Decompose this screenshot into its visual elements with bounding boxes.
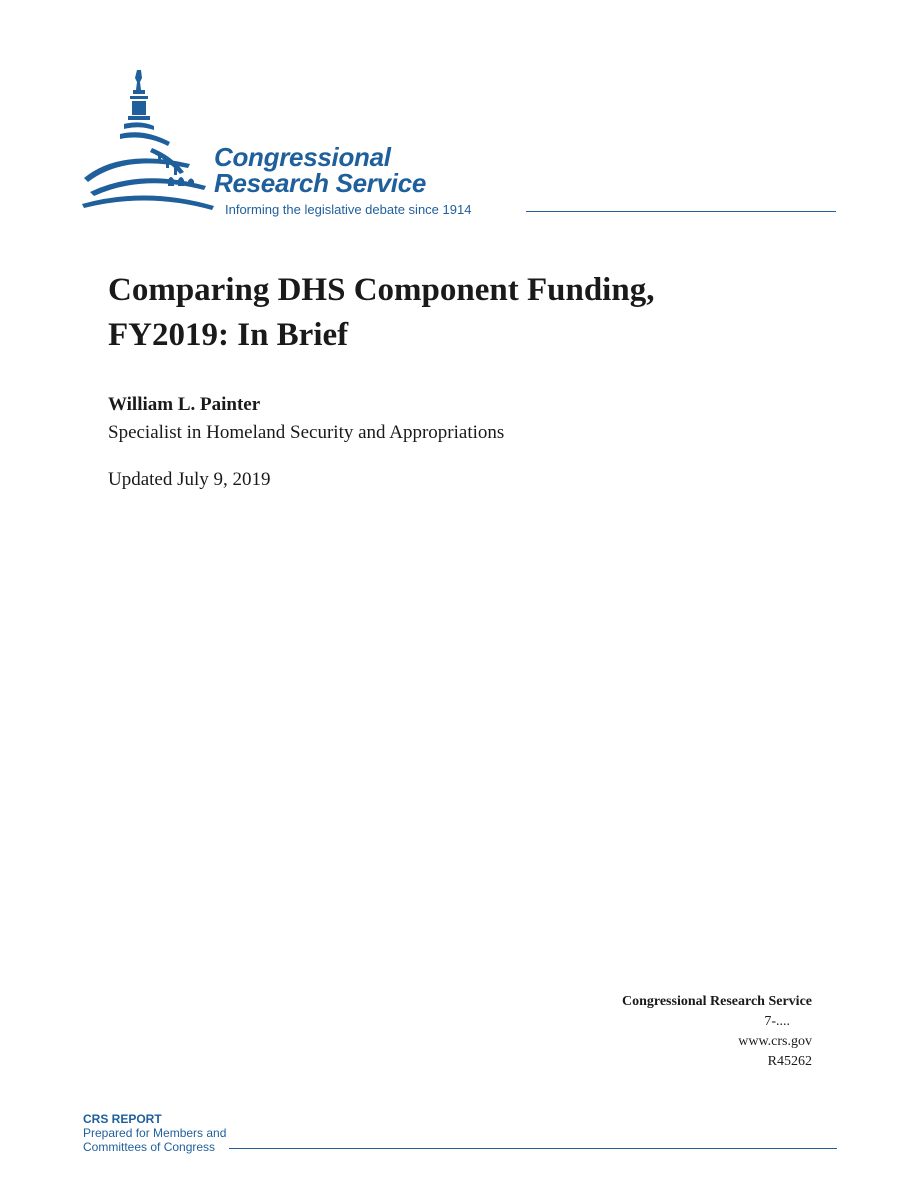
report-title-line2: FY2019: In Brief — [108, 317, 349, 353]
info-code: 7-.... — [764, 1014, 790, 1029]
footer — [83, 1112, 837, 1156]
info-report-number: R45262 — [767, 1054, 812, 1069]
footer-title: CRS REPORT — [83, 1112, 162, 1126]
logo-org-line2: Research Service — [214, 168, 427, 198]
author-role: Specialist in Homeland Security and Appropriations — [108, 422, 505, 443]
info-url[interactable]: www.crs.gov — [738, 1034, 812, 1049]
header-rule — [526, 211, 836, 212]
updated-date: Updated July 9, 2019 — [108, 469, 271, 490]
author-name: William L. Painter — [108, 394, 261, 415]
logo-org-line1: Congressional — [214, 142, 391, 172]
footer-line2: Committees of Congress — [83, 1140, 216, 1154]
report-title-line1: Comparing DHS Component Funding, — [108, 272, 655, 308]
footer-rule — [229, 1148, 837, 1149]
logo-wordmark — [214, 144, 426, 196]
info-org: Congressional Research Service — [621, 994, 812, 1009]
report-info — [622, 992, 812, 1072]
crs-logo — [80, 64, 840, 224]
report-title — [108, 268, 788, 358]
logo-tagline: Informing the legislative debate since 1914 — [225, 202, 472, 217]
footer-line1: Prepared for Members and — [83, 1126, 227, 1140]
capitol-dome-icon — [80, 64, 220, 216]
